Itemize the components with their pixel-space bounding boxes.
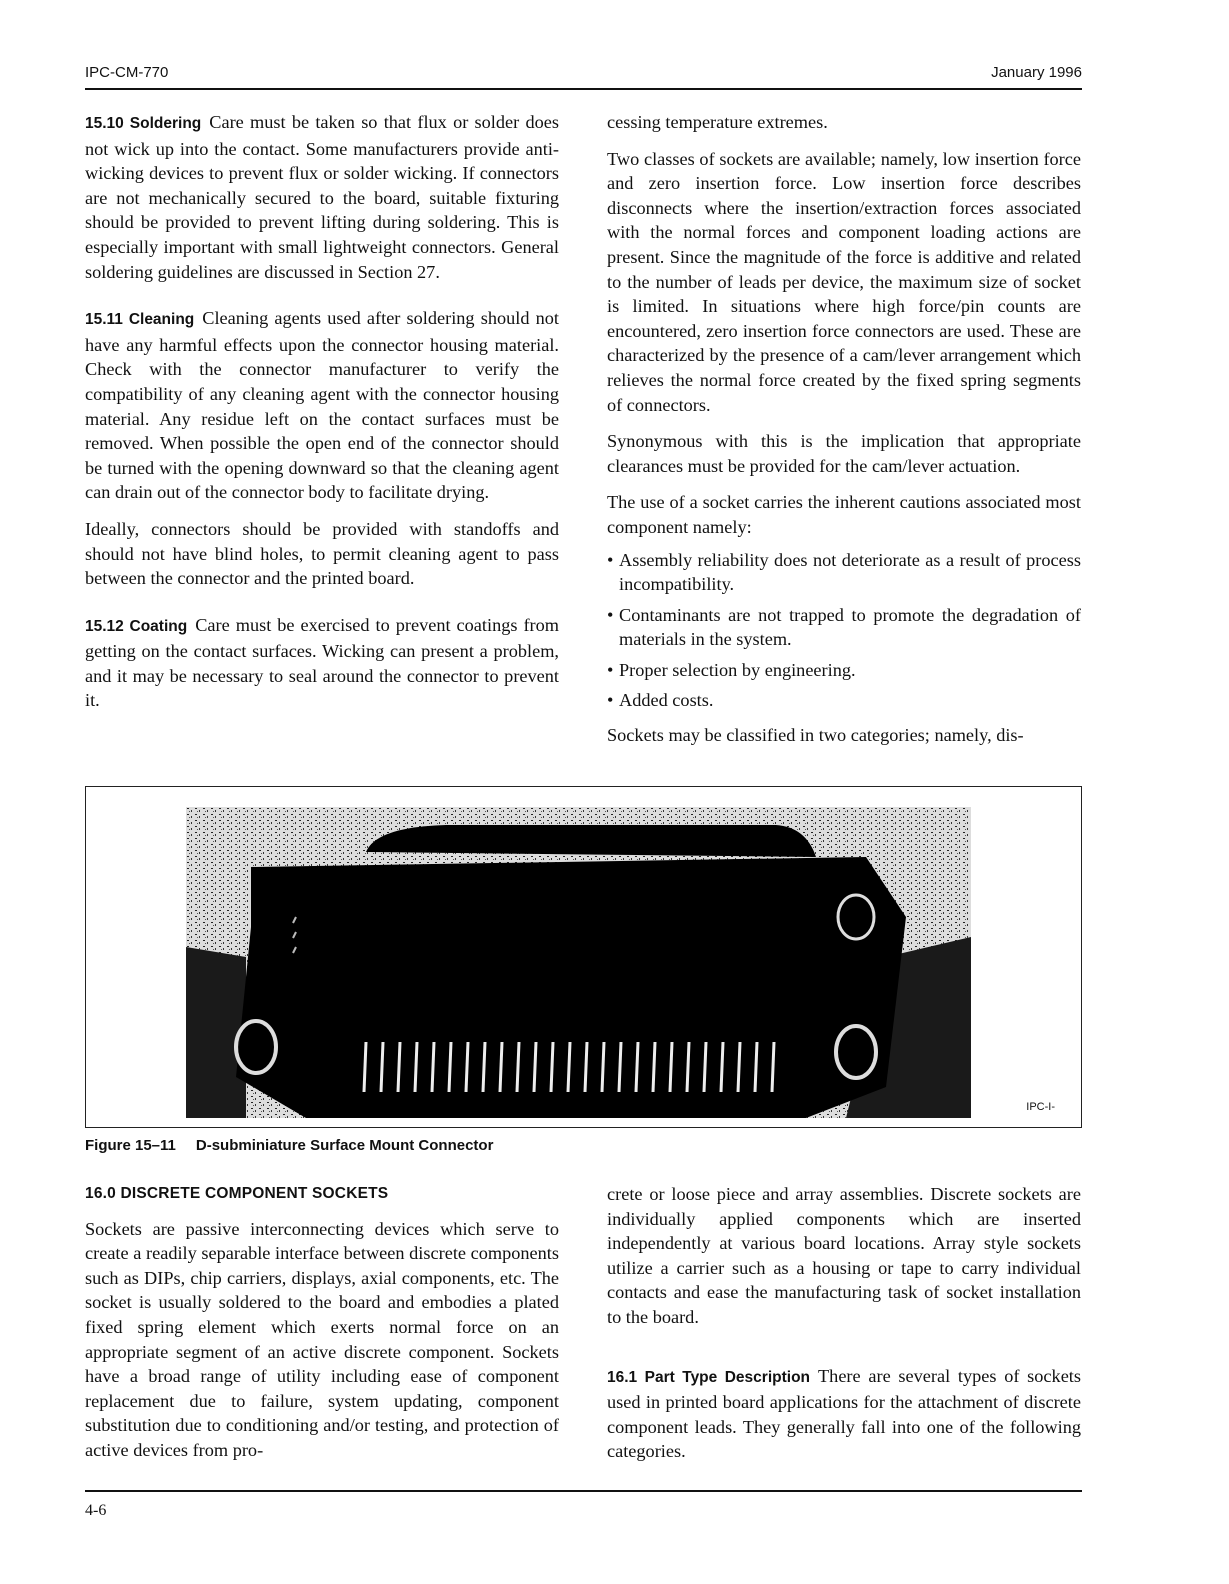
- bullet-icon: •: [607, 690, 614, 711]
- list-item: [607, 688, 1081, 713]
- section-text: There are several types of sockets used in printed board applications for the attachment of discrete component leads. They generally fall into one of the following categories.: [607, 1365, 1081, 1462]
- list-item: [607, 603, 1081, 652]
- figure-caption: [85, 1137, 493, 1154]
- left-column: [85, 110, 559, 725]
- section-text: Care must be taken so that flux or solder does not wick up into the contact. Some manufacturers provide anti-wicking devices to prevent flux or solder wicking. If connectors are not mechanically secured to the board, suitable fixturing should be provided to prevent lifting during soldering. This is especially important with small lightweight connectors. General soldering guidelines are discussed in Section 27.: [85, 112, 559, 282]
- bullet-icon: •: [607, 604, 614, 625]
- section-heading: 16.1 Part Type Description: [607, 1368, 811, 1386]
- figure-number: Figure 15–11: [85, 1137, 176, 1154]
- header-doc-id: IPC-CM-770: [85, 64, 169, 81]
- figure-id-label: IPC-I-: [1026, 1101, 1055, 1113]
- section-heading-16-0: 16.0 DISCRETE COMPONENT SOCKETS: [85, 1185, 389, 1202]
- section-heading: 15.12 Coating: [85, 617, 188, 635]
- list-item: [607, 548, 1081, 597]
- figure-title: D-subminiature Surface Mount Connector: [195, 1137, 494, 1154]
- paragraph: crete or loose piece and array assemblies. Discrete sockets are individually applied components which are inserted independently at various board locations. Array style sockets utilize a carrier such as a housing or tape to carry individual contacts and ease the manufacturing task of socket installation to the board.: [607, 1184, 1081, 1327]
- header-date: January 1996: [991, 64, 1082, 81]
- connector-illustration-icon: [186, 807, 971, 1118]
- list-item-text: Assembly reliability does not deteriorate as a result of process incompatibility.: [619, 549, 1081, 595]
- bullet-icon: •: [607, 659, 614, 680]
- lower-left-column: [85, 1182, 559, 1475]
- section-16-1: [607, 1364, 1081, 1464]
- paragraph: Synonymous with this is the implication that appropriate clearances must be provided for the cam/lever actuation.: [607, 431, 1081, 476]
- section-heading: 15.11 Cleaning: [85, 311, 195, 329]
- paragraph: Sockets may be classified in two categories; namely, dis-: [607, 725, 1024, 746]
- paragraph: Ideally, connectors should be provided with standoffs and should not have blind holes, to permit cleaning agent to pass between the connector and the printed board.: [85, 518, 559, 589]
- list-item: [607, 658, 1081, 683]
- paragraph: The use of a socket carries the inherent cautions associated most component namely:: [607, 492, 1081, 537]
- bullet-icon: •: [607, 549, 614, 570]
- section-15-12: [85, 613, 559, 713]
- section-15-10: [85, 110, 559, 284]
- header-rule: [85, 88, 1082, 90]
- list-item-text: Added costs.: [619, 690, 714, 711]
- paragraph: cessing temperature extremes.: [607, 112, 828, 132]
- section-text: Care must be exercised to prevent coatings from getting on the contact surfaces. Wicking can present a problem, and it may be necessary to seal around the connector to prevent it.: [85, 614, 560, 711]
- figure-frame: [85, 786, 1082, 1128]
- paragraph: Sockets are passive interconnecting devices which serve to create a readily separable interface between discrete components such as DIPs, chip carriers, displays, axial components, etc. The socket is usually soldered to the board and embodies a plated fixed spring element which exerts normal force on an appropriate segment of an active discrete component. Sockets have a broad range of utility including ease of component replacement due to failure, system updating, component substitution due to conditioning and/or testing, and protection of active devices from pro-: [85, 1218, 559, 1460]
- list-item-text: Proper selection by engineering.: [619, 659, 856, 680]
- section-text: Cleaning agents used after soldering should not have any harmful effects upon the connector housing material. Check with the connector manufacturer to verify the compatibility of any cleaning agent with the connector housing material. Any residue left on the contact surfaces must be removed. When possible the open end of the connector should be turned with the opening downward so that the cleaning agent can drain out of the connector body to facilitate drying.: [85, 308, 559, 503]
- list-item-text: Contaminants are not trapped to promote the degradation of materials in the system.: [619, 604, 1081, 650]
- paragraph: Two classes of sockets are available; namely, low insertion force and zero insertion force. Low insertion force describes disconnects where the insertion/extraction forces associated with the normal forces and component loading actions are present. Since the magnitude of the force is additive and related to the number of leads per device, the maximum size of socket is limited. In situations where high force/pin counts are encountered, zero insertion force connectors are used. These are characterized by the presence of a cam/lever arrangement which relieves the normal force created by the fixed spring segments of connectors.: [607, 148, 1081, 415]
- connector-photo: [186, 807, 971, 1118]
- section-heading: 15.10 Soldering: [85, 115, 202, 132]
- lower-right-column: [607, 1182, 1081, 1476]
- footer-rule: [85, 1490, 1082, 1492]
- section-15-11: [85, 306, 559, 505]
- page-number: 4-6: [85, 1502, 107, 1519]
- right-column: [607, 110, 1081, 760]
